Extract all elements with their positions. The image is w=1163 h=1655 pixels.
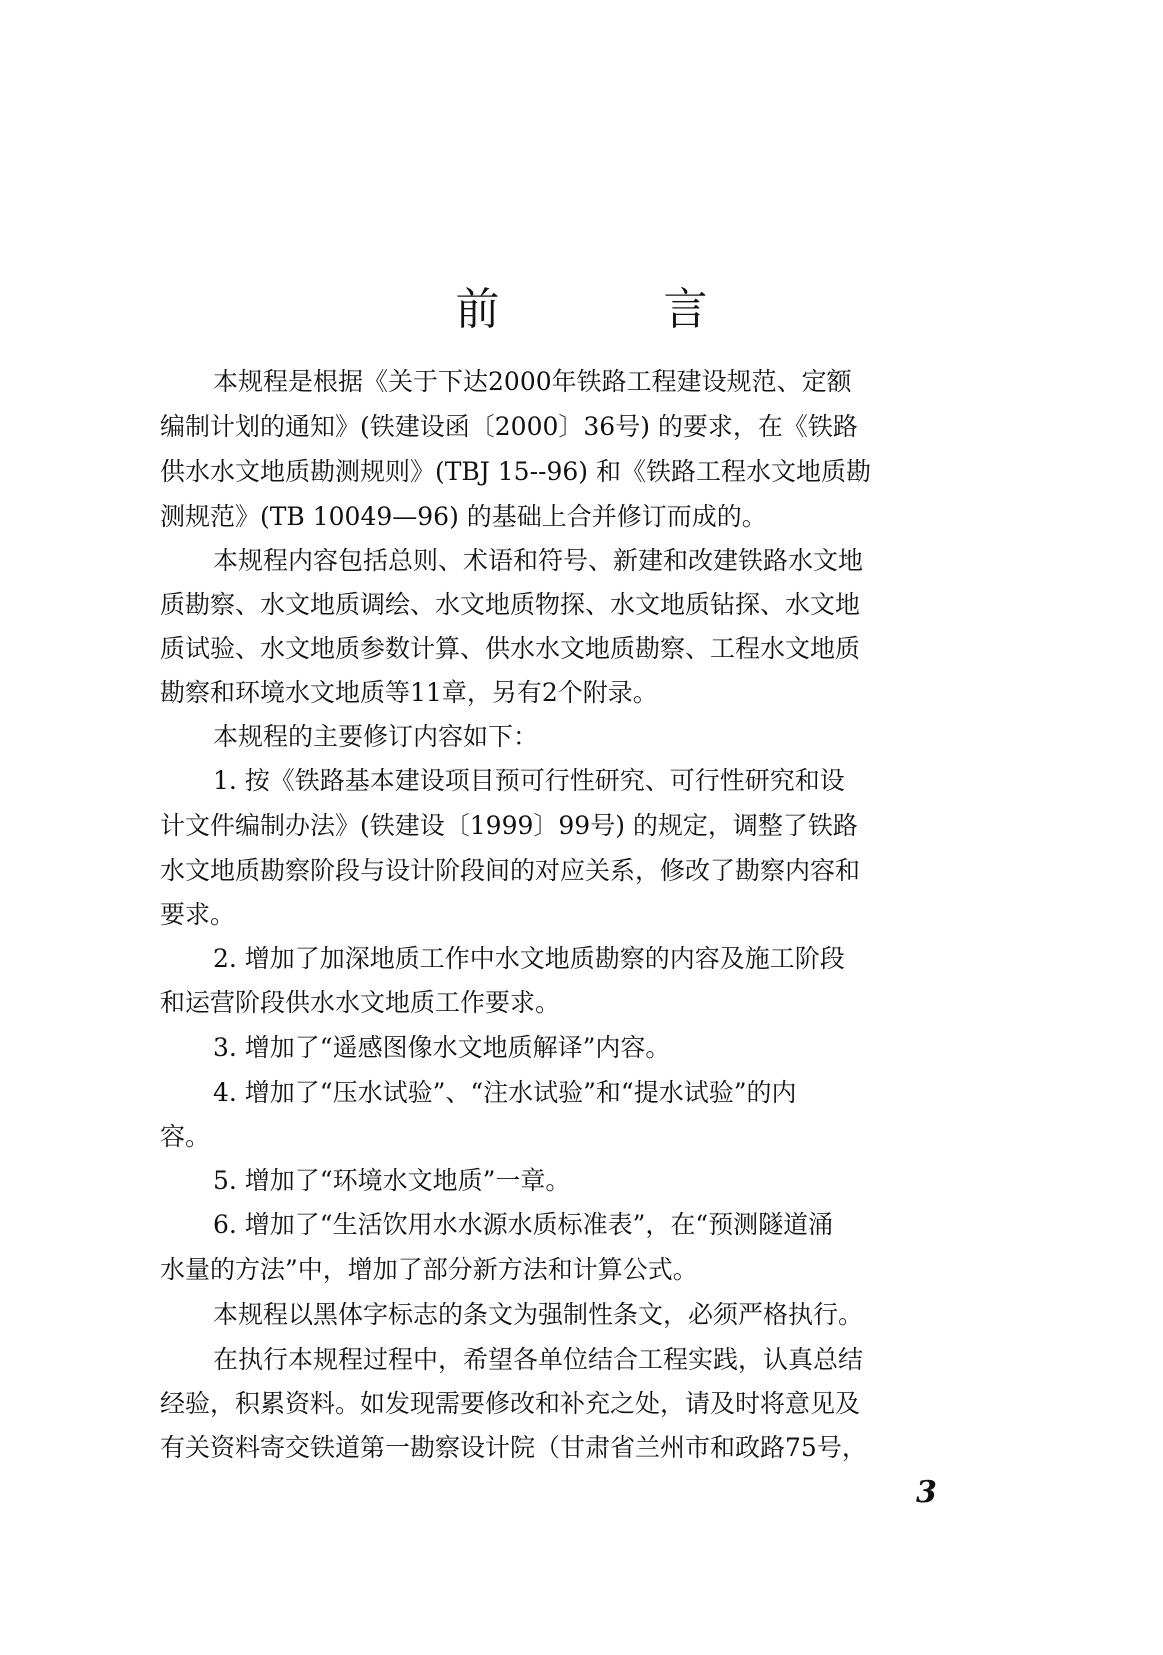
text-line: 供水水文地质勘测规则》(TBJ 15--96) 和《铁路工程水文地质勘 (160, 457, 871, 486)
text-line: 2. 增加了加深地质工作中水文地质勘察的内容及施工阶段 (213, 944, 845, 973)
text-line: 要求。 (160, 900, 236, 929)
text-line: 有关资料寄交铁道第一勘察设计院（甘肃省兰州市和政路75号， (160, 1433, 867, 1462)
text-line: 和运营阶段供水水文地质工作要求。 (160, 988, 561, 1017)
page-number: 3 (916, 1475, 937, 1510)
text-line: 测规范》(TB 10049—96) 的基础上合并修订而成的。 (160, 502, 767, 531)
text-line: 编制计划的通知》(铁建设函〔2000〕36号) 的要求，在《铁路 (160, 412, 858, 441)
text-line: 在执行本规程过程中，希望各单位结合工程实践，认真总结 (213, 1345, 864, 1374)
text-line: 勘察和环境水文地质等11章，另有2个附录。 (160, 678, 658, 707)
text-line: 本规程的主要修订内容如下： (213, 722, 539, 751)
text-line: 本规程是根据《关于下达2000年铁路工程建设规范、定额 (213, 367, 852, 396)
text-line: 质试验、水文地质参数计算、供水水文地质勘察、工程水文地质 (160, 634, 861, 663)
text-line: 质勘察、水文地质调绘、水文地质物探、水文地质钻探、水文地 (160, 590, 861, 619)
text-line: 容。 (160, 1122, 211, 1151)
text-line: 水文地质勘察阶段与设计阶段间的对应关系，修改了勘察内容和 (160, 856, 861, 885)
page-title: 前 言 (455, 284, 768, 335)
text-line: 4. 增加了“压水试验”、“注水试验”和“提水试验”的内 (213, 1078, 797, 1107)
text-line: 水量的方法”中，增加了部分新方法和计算公式。 (160, 1255, 698, 1284)
text-line: 5. 增加了“环境水文地质”一章。 (213, 1166, 571, 1195)
text-line: 经验，积累资料。如发现需要修改和补充之处，请及时将意见及 (160, 1389, 861, 1418)
text-line: 3. 增加了“遥感图像水文地质解译”内容。 (213, 1033, 671, 1062)
text-line: 计文件编制办法》(铁建设〔1999〕99号) 的规定，调整了铁路 (160, 811, 858, 840)
text-line: 本规程以黑体字标志的条文为强制性条文，必须严格执行。 (213, 1300, 864, 1329)
text-line: 6. 增加了“生活饮用水水源水质标准表”，在“预测隧道涌 (213, 1210, 834, 1239)
text-line: 1. 按《铁路基本建设项目预可行性研究、可行性研究和设 (213, 766, 845, 795)
text-line: 本规程内容包括总则、术语和符号、新建和改建铁路水文地 (213, 546, 864, 575)
